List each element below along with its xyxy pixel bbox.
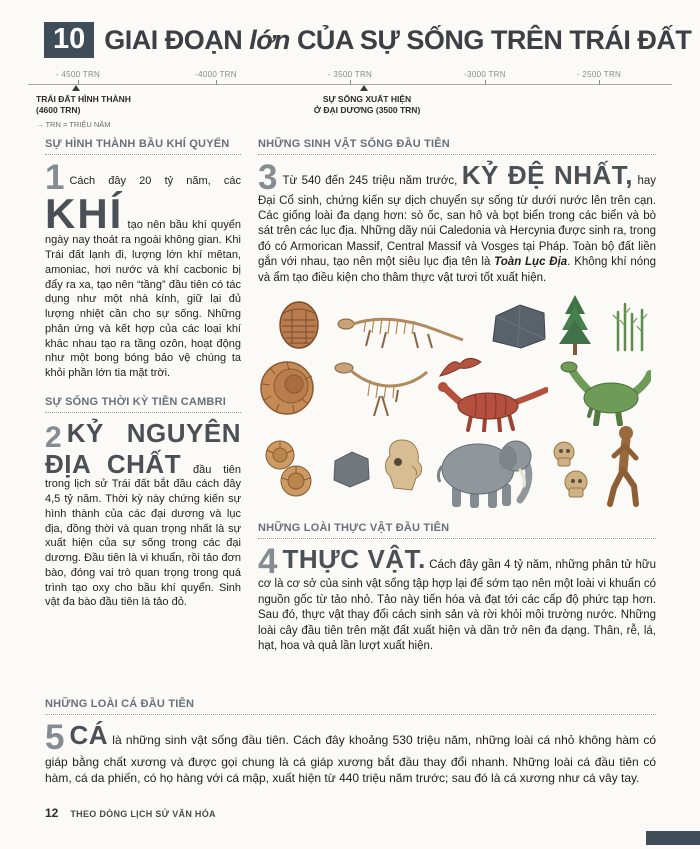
section5-heading: NHỮNG LOÀI CÁ ĐẦU TIÊN <box>45 698 656 715</box>
left-column <box>45 138 241 610</box>
green-dinosaur-model-image <box>556 356 651 431</box>
section1-big-word: KHÍ <box>45 189 124 237</box>
event-subtitle: Ở ĐẠI DƯƠNG (3500 TRN) <box>313 105 421 116</box>
section2-number: 2 <box>45 420 62 454</box>
title-part2: CỦA SỰ SỐNG TRÊN TRÁI ĐẤT <box>296 24 692 55</box>
section5-paragraph <box>45 718 656 787</box>
hominid-skulls-image <box>546 440 598 505</box>
conifer-plant-image <box>558 294 592 361</box>
ammonite-fossil-image <box>258 360 316 421</box>
life-appears-marker-icon <box>360 85 368 91</box>
shell-fossils-image <box>260 438 322 503</box>
section5-number: 5 <box>45 718 65 757</box>
section5-big-word: CÁ <box>69 720 109 750</box>
section3-big-word: KỶ ĐỆ NHẤT, <box>461 160 634 190</box>
timeline-tick-label: - 3500 TRN <box>327 70 373 79</box>
timeline-tick-label: -4000 TRN <box>195 70 237 79</box>
section3-body-end: . Không khí nóng và ẩm tạo điều kiện cho thâm thực vật tươi tốt xuất hiện. <box>258 256 656 284</box>
section3-italic-term: Toàn Lục Địa <box>494 256 568 269</box>
reptile-skeleton-image <box>336 306 466 356</box>
section3-lead: Từ 540 đến 245 triệu năm trước, <box>282 175 462 187</box>
section4-heading: NHỮNG LOÀI THỰC VẬT ĐẦU TIÊN <box>258 522 656 539</box>
timeline-legend: → TRN = TRIỆU NĂM <box>36 120 111 130</box>
section2-heading: SỰ SỐNG THỜI KỲ TIỀN CAMBRI <box>45 396 241 413</box>
section5-body: là những sinh vật sống đầu tiên. Cách đây khoảng 530 triệu năm, những loài cá nhỏ không hàm có giáp bằng chất xương và được gọi chung là cá giáp xương bắt đầu thay đổi nhanh. Những loài cá đầu tiên có hàm, cá da phiến, có họ hàng với cá mập, xuất hiện từ 440 triệu năm trước; sau đó là cá xương như cá vây tay. <box>45 733 656 786</box>
elephant-image <box>430 424 535 514</box>
right-column <box>258 138 656 654</box>
section3-heading: NHỮNG SINH VẬT SỐNG ĐẦU TIÊN <box>258 138 656 155</box>
timeline-tickmark <box>599 80 600 85</box>
bottom-section <box>45 698 656 787</box>
timeline-tick-label: - 2500 TRN <box>576 70 622 79</box>
chapter-number: 10 <box>44 22 94 58</box>
timeline-tickmark <box>485 80 486 85</box>
event-title: TRÁI ĐẤT HÌNH THÀNH <box>36 94 131 104</box>
dinosaur-skeleton-image <box>330 358 430 425</box>
title-italic-word: lớn <box>249 24 290 55</box>
section4-paragraph <box>258 541 656 655</box>
page-number: 12 <box>45 806 59 820</box>
section3-body: hay Đại Cổ sinh, chứng kiến sự dịch chuyển sự sống từ dưới nước lên trên cạn. Các giống loài đa dạng hơn: sò ốc, san hô và bọt biển trong các biển và bò sát trên các lục địa. Những dãy núi Caledonia và Hercynia được sinh ra, trong đó có Armorican Massif, Central Massif và Vosges tại Pháp. Toàn bộ đất liền gắn với nhau, tạo nên một siêu lục địa tên là <box>258 175 656 269</box>
earth-formed-marker-icon <box>72 85 80 91</box>
section2-body: đầu tiên trong lịch sử Trái đất bắt đầu cách đây 4,5 tỷ năm. Thời kỳ này chứng kiến sự hình thành của các đại dương và lục địa, đồng thời và quan trọng nhất là sự xuất hiện của sự sống trong các đại dương. Đầu tiên là vi khuẩn, rồi tảo đơn bào, đóng vai trò quan trọng trong quá trình tạo oxy cho bầu khí quyển. Sinh vật đa bào đầu tiên là tảo đỏ. <box>45 463 242 609</box>
section1-number: 1 <box>45 158 65 197</box>
rock-specimen-image <box>330 449 372 494</box>
section2-big-word: KỶ NGUYÊN ĐỊA CHẤT <box>45 417 241 479</box>
horsetail-plants-image <box>610 300 650 357</box>
geologic-timeline <box>0 66 700 134</box>
section4-big-word: THỰC VẬT. <box>282 543 426 574</box>
page-header <box>44 22 692 58</box>
early-human-figure-image <box>600 424 648 514</box>
title-part1: GIAI ĐOẠN <box>104 24 243 55</box>
trilobite-fossil-image <box>276 298 322 355</box>
timeline-event-earth-formed <box>36 94 131 130</box>
section2-paragraph <box>45 417 242 610</box>
event-subtitle: (4600 TRN) <box>36 105 81 116</box>
page-title <box>104 25 691 56</box>
timeline-tick-label: -3000 TRN <box>464 70 506 79</box>
section4-number: 4 <box>258 541 278 581</box>
section3-paragraph <box>258 158 656 286</box>
timeline-tick-label: - 4500 TRN <box>55 70 101 79</box>
section1-lead: Cách đây 20 tỷ năm, các <box>69 175 241 187</box>
section1-heading: SỰ HÌNH THÀNH BẦU KHÍ QUYỂN <box>45 138 241 155</box>
dark-rock-specimen-image <box>488 302 548 355</box>
timeline-event-life-appears <box>294 94 440 116</box>
fossil-collage <box>258 294 656 512</box>
corner-tab <box>646 831 700 845</box>
timeline-tickmark <box>350 80 351 85</box>
page-footer <box>45 806 216 820</box>
horned-skull-fossil-image <box>378 436 426 499</box>
event-title: SỰ SỐNG XUẤT HIỆN <box>322 94 412 104</box>
section4-body: Cách đây gần 4 tỷ năm, những phân tử hữu cơ là cơ sở của sinh vật sống tập hợp lại để sớm tạo nên một loài vi khuẩn có nguồn gốc từ tảo nhỏ. Tảo này tiến hóa và đạt tới các cấp độ phức tạp hơn. Sau đó, thực vật thay đổi cách sinh sản và rời khỏi môi trường nước. Những loài cây đầu tiên trên mặt đất xuất hiện và dần trở nên đa dạng. Thân, rễ, lá, hạt, hoa và quả lần lượt xuất hiện. <box>258 558 656 653</box>
section1-paragraph <box>45 158 241 381</box>
timeline-tickmark <box>216 80 217 85</box>
section3-number: 3 <box>258 158 278 197</box>
section1-body: tạo nên bầu khí quyển ngày nay thoát ra ngoài không gian. Khi Trái đất lạnh đi, lượng lớn khí mêtan, amoniac, hơi nước và khí cacbonic bị đẩy ra xa, tạo nên “tầng” đầu tiên có tác dụng như một nhà kính, giữ lại đủ lượng nhiệt cần cho sự sống. Những phản ứng và kết hợp của các loại khí khác nhau tạo ra tầng ozôn, hoạt động như một bong bóng bảo vệ chúng ta khỏi phần lớn tia mặt trời. <box>45 218 241 379</box>
footer-series-title: THEO DÒNG LỊCH SỬ VĂN HÓA <box>70 809 216 819</box>
